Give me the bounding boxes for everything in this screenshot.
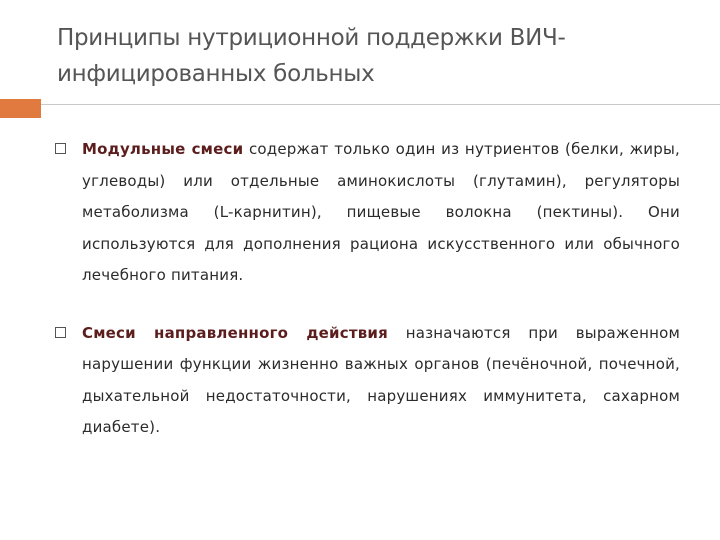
- bullet-list: [55, 134, 680, 470]
- bullet-paragraph: [82, 134, 680, 292]
- bullet-paragraph: [82, 318, 680, 444]
- checkbox-bullet-icon: [55, 143, 66, 154]
- title-accent-bar: [0, 99, 41, 118]
- title-divider-line: [41, 104, 720, 105]
- bullet-item: [55, 134, 680, 292]
- bullet-highlight: Смеси направленного действия: [82, 323, 388, 342]
- slide-title: Принципы нутриционной поддержки ВИЧ-инфицированных больных: [57, 25, 566, 87]
- bullet-text: содержат только один из нутриентов (белки, жиры, углеводы) или отдельные аминокислоты (глутамин), регуляторы метаболизма (L-карнитин), пищевые волокна (пектины). Они используются для дополнения рациона искусственного или обычного лечебного питания.: [82, 140, 680, 284]
- checkbox-bullet-icon: [55, 327, 66, 338]
- bullet-highlight: Модульные смеси: [82, 140, 244, 158]
- bullet-item: [55, 318, 680, 444]
- bullet-text: назначаются при выраженном нарушении функции жизненно важных органов (печёночной, почечной, дыхательной недостаточности, нарушениях иммунитета, сахарном диабете).: [82, 323, 680, 436]
